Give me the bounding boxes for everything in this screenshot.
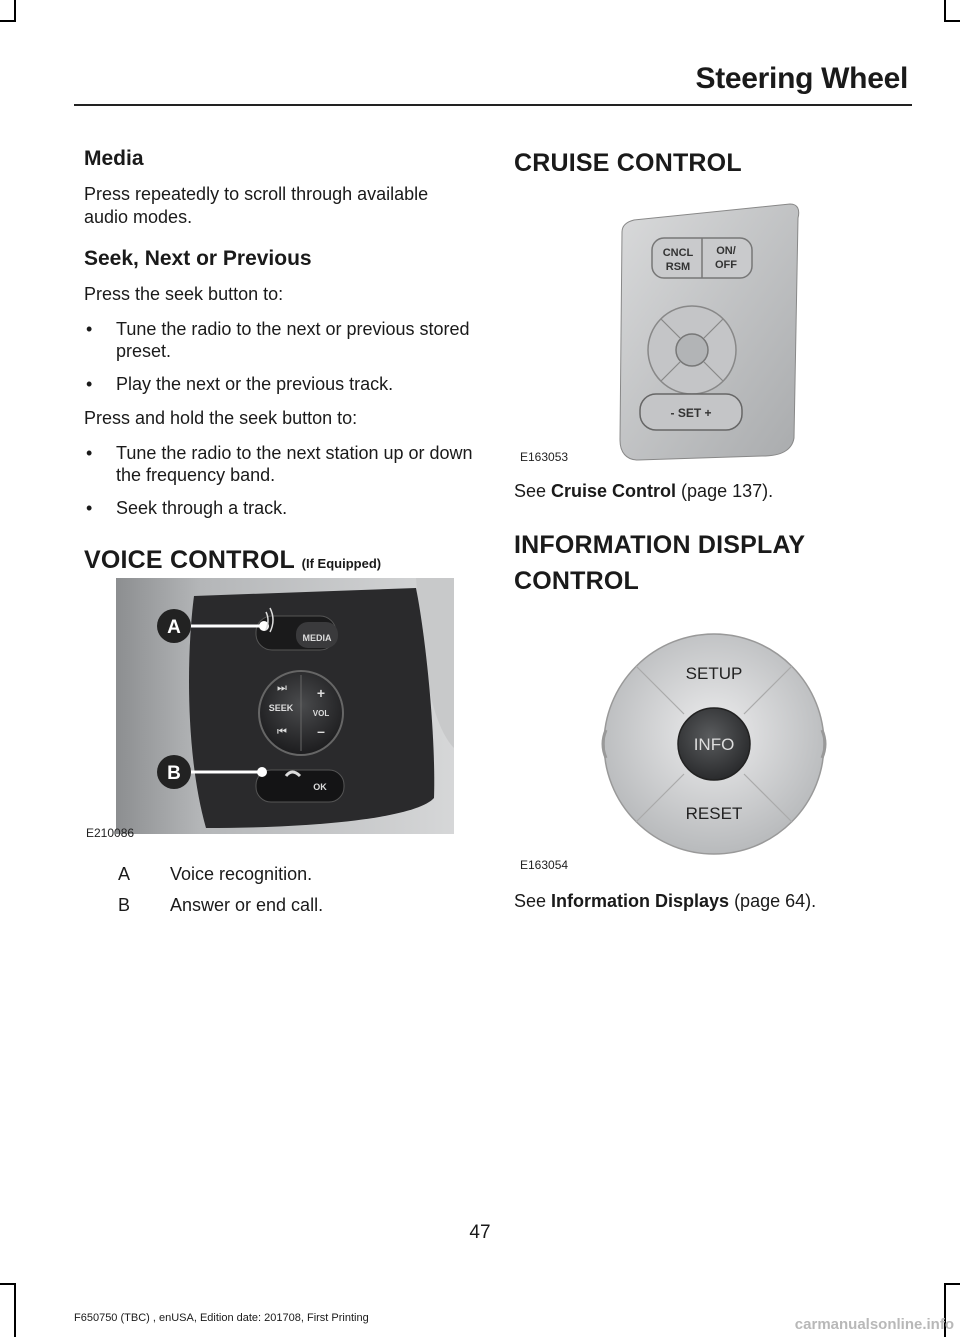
steering-controls-illustration (116, 578, 454, 834)
info-see-reference: See Information Displays (page 64). (514, 891, 817, 911)
svg-text:⏮: ⏮ (277, 725, 287, 738)
information-displays-link[interactable]: Information Displays (551, 891, 730, 911)
crop-mark (944, 0, 946, 20)
crop-mark (0, 20, 16, 22)
footer-text: F650750 (TBC) , enUSA, Edition date: 201708, First Printing (74, 1312, 369, 1324)
media-button-label: MEDIA (302, 633, 332, 643)
cruise-buttons-illustration (612, 200, 802, 462)
legend-row-b: B Answer or end call. (118, 895, 324, 915)
seek-press-text: Press the seek button to: (84, 284, 284, 305)
list-item: • Play the next or the previous track. (86, 373, 394, 394)
on-label: ON/ (716, 245, 736, 257)
reset-label: RESET (685, 804, 743, 823)
list-item: • Tune the radio to the next or previous stored preset. (86, 318, 470, 362)
crop-mark (14, 0, 16, 20)
callout-b: B (167, 763, 181, 784)
figure-code: E163053 (520, 450, 569, 464)
page-number: 47 (469, 1222, 491, 1243)
crop-mark (0, 1283, 16, 1285)
set-label: - SET + (670, 406, 712, 420)
info-buttons-illustration (600, 630, 828, 858)
legend-row-a: A Voice recognition. (118, 864, 313, 884)
voice-control-figure (116, 578, 454, 834)
left-column (84, 146, 476, 575)
media-heading: Media (84, 147, 144, 170)
vol-label: VOL (312, 709, 330, 718)
ok-button-label: OK (313, 782, 327, 792)
page-title: Steering Wheel (695, 62, 908, 95)
voice-control-heading: VOICE CONTROL (If Equipped) (84, 546, 382, 575)
seek-hold-text: Press and hold the seek button to: (84, 408, 358, 429)
seek-hold-list (84, 442, 476, 520)
vol-plus-label: + (316, 685, 326, 701)
seek-press-list (84, 318, 476, 396)
figure-code: E163054 (520, 858, 569, 872)
cruise-control-heading: CRUISE CONTROL (514, 149, 742, 177)
vol-minus-label: – (317, 723, 325, 739)
crop-mark (944, 20, 960, 22)
off-label: OFF (715, 259, 737, 271)
media-text: Press repeatedly to scroll through available audio modes. (84, 184, 429, 227)
rsm-label: RSM (665, 261, 691, 273)
cncl-label: CNCL (662, 247, 694, 259)
cruise-see-reference: See Cruise Control (page 137). (514, 481, 774, 501)
crop-mark (944, 1283, 960, 1285)
list-item: • Seek through a track. (86, 497, 288, 518)
setup-label: SETUP (685, 664, 743, 683)
svg-text:⏭: ⏭ (277, 681, 287, 694)
callout-a: A (167, 617, 181, 638)
info-display-heading: INFORMATION DISPLAY CONTROL (514, 531, 806, 595)
watermark: carmanualsonline.info (794, 1316, 954, 1333)
seek-heading: Seek, Next or Previous (84, 247, 312, 271)
crop-mark (14, 1283, 16, 1337)
list-item: • Tune the radio to the next station up or down the frequency band. (86, 442, 473, 486)
info-display-figure (600, 630, 828, 858)
info-label: INFO (693, 735, 735, 754)
cruise-control-link[interactable]: Cruise Control (551, 481, 677, 501)
cruise-control-figure (612, 200, 802, 462)
figure-code: E210086 (86, 826, 135, 840)
seek-label: SEEK (268, 703, 294, 713)
header-divider (74, 104, 912, 106)
